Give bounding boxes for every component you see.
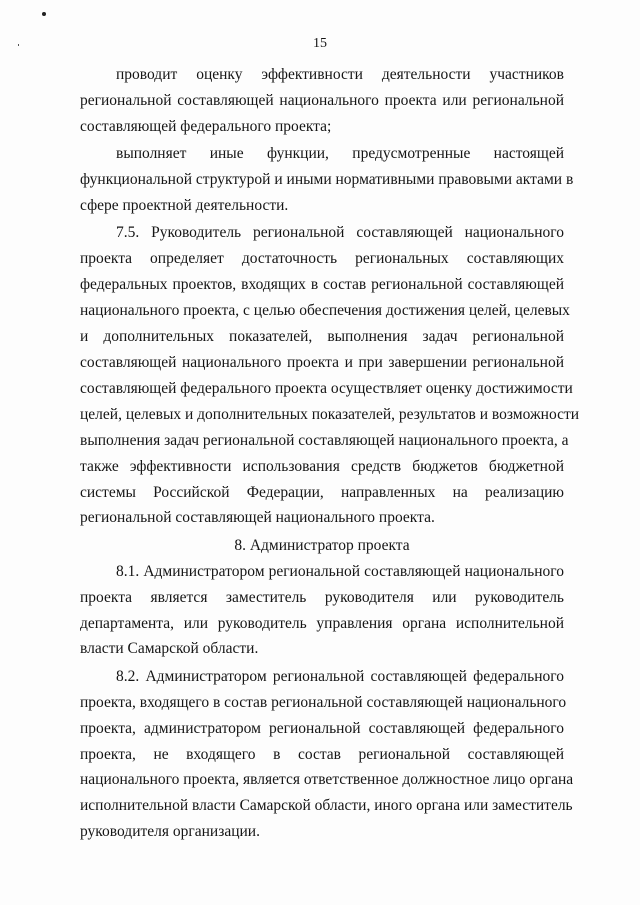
text-line: власти Самарской области.: [80, 640, 259, 658]
scan-dot-mark: [42, 12, 46, 16]
text-line: выполняет иные функции, предусмотренные настоящей: [116, 145, 564, 163]
text-line: проекта, администратором региональной составляющей федерального: [80, 719, 564, 737]
text-line: составляющей федерального проекта;: [80, 117, 332, 135]
text-line: составляющей федерального проекта осуществляет оценку достижимости: [80, 379, 573, 397]
text-line: проекта является заместитель руководителя или руководитель: [80, 588, 564, 606]
paragraph-8-2: [80, 664, 574, 845]
page-number: 15: [313, 36, 327, 51]
document-body: [80, 62, 580, 847]
text-line: национального проекта, является ответственное должностное лицо органа: [80, 771, 574, 789]
text-line: выполнения задач региональной составляющей национального проекта, а: [80, 431, 569, 449]
text-line: целей, целевых и дополнительных показателей, результатов и возможности: [80, 405, 580, 423]
text-line: исполнительной власти Самарской области, иного органа или заместитель: [80, 797, 573, 815]
paragraph-evaluation: [80, 62, 564, 140]
text-line: проводит оценку эффективности деятельности участников: [116, 66, 564, 83]
text-line: системы Российской Федерации, направленных на реализацию: [80, 483, 564, 501]
text-line: национального проекта, с целью обеспечения достижения целей, целевых: [80, 302, 570, 320]
text-line: составляющей национального проекта и при завершении региональной: [80, 353, 564, 371]
text-line: департамента, или руководитель управления органа исполнительной: [80, 614, 564, 632]
text-line: и дополнительных показателей, выполнения задач региональной: [80, 328, 564, 346]
section-heading: 8. Администратор проекта: [234, 536, 410, 554]
text-line: также эффективности использования средств бюджетов бюджетной: [80, 457, 564, 475]
text-line: функциональной структурой и иными нормативными правовыми актами в: [80, 171, 574, 189]
text-line: региональной составляющей национального проекта или региональной: [80, 91, 564, 109]
text-line: федеральных проектов, входящих в состав региональной составляющей: [80, 276, 564, 294]
text-line: руководителя организации.: [80, 823, 260, 841]
text-line: проекта, входящего в состав региональной составляющей национального: [80, 693, 567, 711]
text-line: 8.2. Администратором региональной составляющей федерального: [116, 667, 564, 685]
text-line: 7.5. Руководитель региональной составляющей национального: [116, 224, 564, 242]
paragraph-7-5: [80, 220, 580, 531]
text-line: региональной составляющей национального проекта.: [80, 509, 435, 527]
text-line: сфере проектной деятельности.: [80, 197, 289, 215]
paragraph-other-functions: [80, 141, 574, 219]
text-line: 8.1. Администратором региональной составляющей национального: [116, 562, 564, 580]
paragraph-8-1: [80, 559, 564, 663]
text-line: проекта определяет достаточность региональных составляющих: [80, 250, 564, 268]
text-line: проекта, не входящего в состав региональной составляющей: [80, 745, 564, 763]
